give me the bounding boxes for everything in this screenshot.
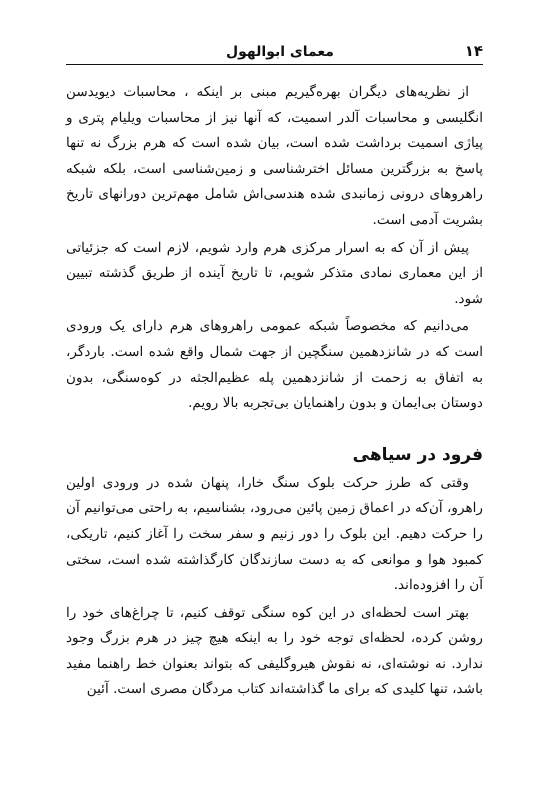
body-paragraph: پیش از آن که به اسرار مرکزی هرم وارد شویم، لازم است که جزئیاتی از این معماری نمادی متذکر شویم، تا تاریخ آینده از طریق گذشته تبیین شود.	[66, 239, 483, 307]
running-title: معمای ابوالهول	[226, 44, 334, 60]
body-paragraph: می‌دانیم که مخصوصاً شبکه عمومی راهروهای هرم دارای یک ورودی است که در شانزدهمین سنگچین از جهت شمال واقع شده است. باردگر، به اتفاق به زحمت از شانزدهمین پله عظیم‌الجثه در کوه‌سنگی، بدون دوستان بی‌ایمان و بدون راهنمایان بی‌تجربه بالا رویم.	[66, 318, 483, 412]
page-body	[66, 80, 483, 705]
body-paragraph: بهتر است لحظه‌ای در این کوه سنگی توقف کنیم، تا چراغ‌های خود را روشن کرده، لحظه‌ای توجه خود را به اینکه هیچ چیز در هرم بزرگ وجود ندارد. نه نوشته‌ای، نه نقوش هیروگلیفی که بتواند بعنوان خط راهنما مفید باشد، تنها کلیدی که برای ما گذاشته‌اند کتاب مردگان مصری است. آئین	[66, 604, 483, 698]
body-paragraph: وقتی که طرز حرکت بلوک سنگ خارا، پنهان شده در ورودی اولین راهرو، آن‌که در اعماق زمین پائین می‌رود، بشناسیم، به راحتی می‌توانیم آن را حرکت دهیم. این بلوک را دور زنیم و سفر سخت را آغاز کنیم، تاریکی، کمبود هوا و موانعی که به دست سازندگان کارگذاشته شده است، سختی آن را افزوده‌اند.	[66, 474, 483, 594]
page-header	[66, 34, 483, 65]
page-number: ۱۴	[464, 42, 483, 60]
section-heading: فرود در سیاهی	[352, 444, 483, 465]
body-paragraph: از نظریه‌های دیگران بهره‌گیریم مبنی بر اینکه ، محاسبات دیویدسن انگلیسی و محاسبات آلدر اسمیت، که آنها نیز از محاسبات ویلیام پتری و پیاژی اسمیت برداشت شده است، بیان شده است که هرم بزرگ نه تنها پاسخ به بزرگترین مسائل اخترشناسی و زمین‌شناسی است، بلکه شبکه راهروهای درونی زمانبدی شده هندسی‌اش شامل مهم‌ترین دورانهای تاریخ بشریت آدمی است.	[66, 84, 483, 228]
